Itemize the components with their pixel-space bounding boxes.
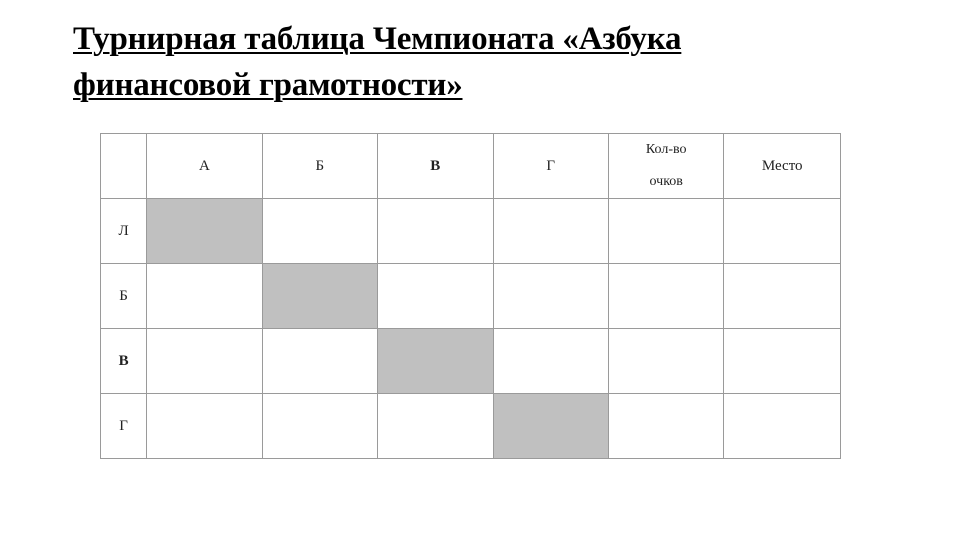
- result-cell[interactable]: [147, 329, 262, 394]
- points-header-line-2: очков: [649, 174, 683, 189]
- place-cell[interactable]: [724, 394, 841, 459]
- result-cell[interactable]: [147, 264, 262, 329]
- points-cell[interactable]: [608, 199, 723, 264]
- result-cell[interactable]: [262, 329, 377, 394]
- points-cell[interactable]: [608, 264, 723, 329]
- table-row: [101, 199, 841, 264]
- column-header-place: Место: [724, 134, 841, 199]
- result-cell[interactable]: [262, 394, 377, 459]
- result-cell[interactable]: [493, 264, 608, 329]
- row-label-l: Л: [101, 199, 147, 264]
- header-row: [101, 134, 841, 199]
- cell-blocked: [262, 264, 377, 329]
- title-line-1: Турнирная таблица Чемпионата «Азбука: [73, 21, 682, 57]
- result-cell[interactable]: [378, 264, 493, 329]
- column-header-v: В: [378, 134, 493, 199]
- column-header-g: Г: [493, 134, 608, 199]
- place-cell[interactable]: [724, 199, 841, 264]
- column-header-a: А: [147, 134, 262, 199]
- points-header-line-1: Кол-во: [645, 142, 687, 157]
- result-cell[interactable]: [262, 199, 377, 264]
- cell-blocked: [378, 329, 493, 394]
- table-row: [101, 394, 841, 459]
- row-label-b: Б: [101, 264, 147, 329]
- result-cell[interactable]: [378, 394, 493, 459]
- standings-table: [100, 133, 841, 459]
- result-cell[interactable]: [378, 199, 493, 264]
- points-cell[interactable]: [608, 329, 723, 394]
- row-label-g: Г: [101, 394, 147, 459]
- column-header-points: [608, 134, 723, 199]
- result-cell[interactable]: [493, 329, 608, 394]
- cell-blocked: [147, 199, 262, 264]
- place-cell[interactable]: [724, 264, 841, 329]
- result-cell[interactable]: [147, 394, 262, 459]
- cell-blocked: [493, 394, 608, 459]
- title-line-2: финансовой грамотности»: [73, 67, 463, 103]
- result-cell[interactable]: [493, 199, 608, 264]
- column-header-b: Б: [262, 134, 377, 199]
- place-cell[interactable]: [724, 329, 841, 394]
- page-title: [73, 16, 893, 108]
- table-row: [101, 264, 841, 329]
- table-row: [101, 329, 841, 394]
- corner-cell: [101, 134, 147, 199]
- row-label-v: В: [101, 329, 147, 394]
- points-cell[interactable]: [608, 394, 723, 459]
